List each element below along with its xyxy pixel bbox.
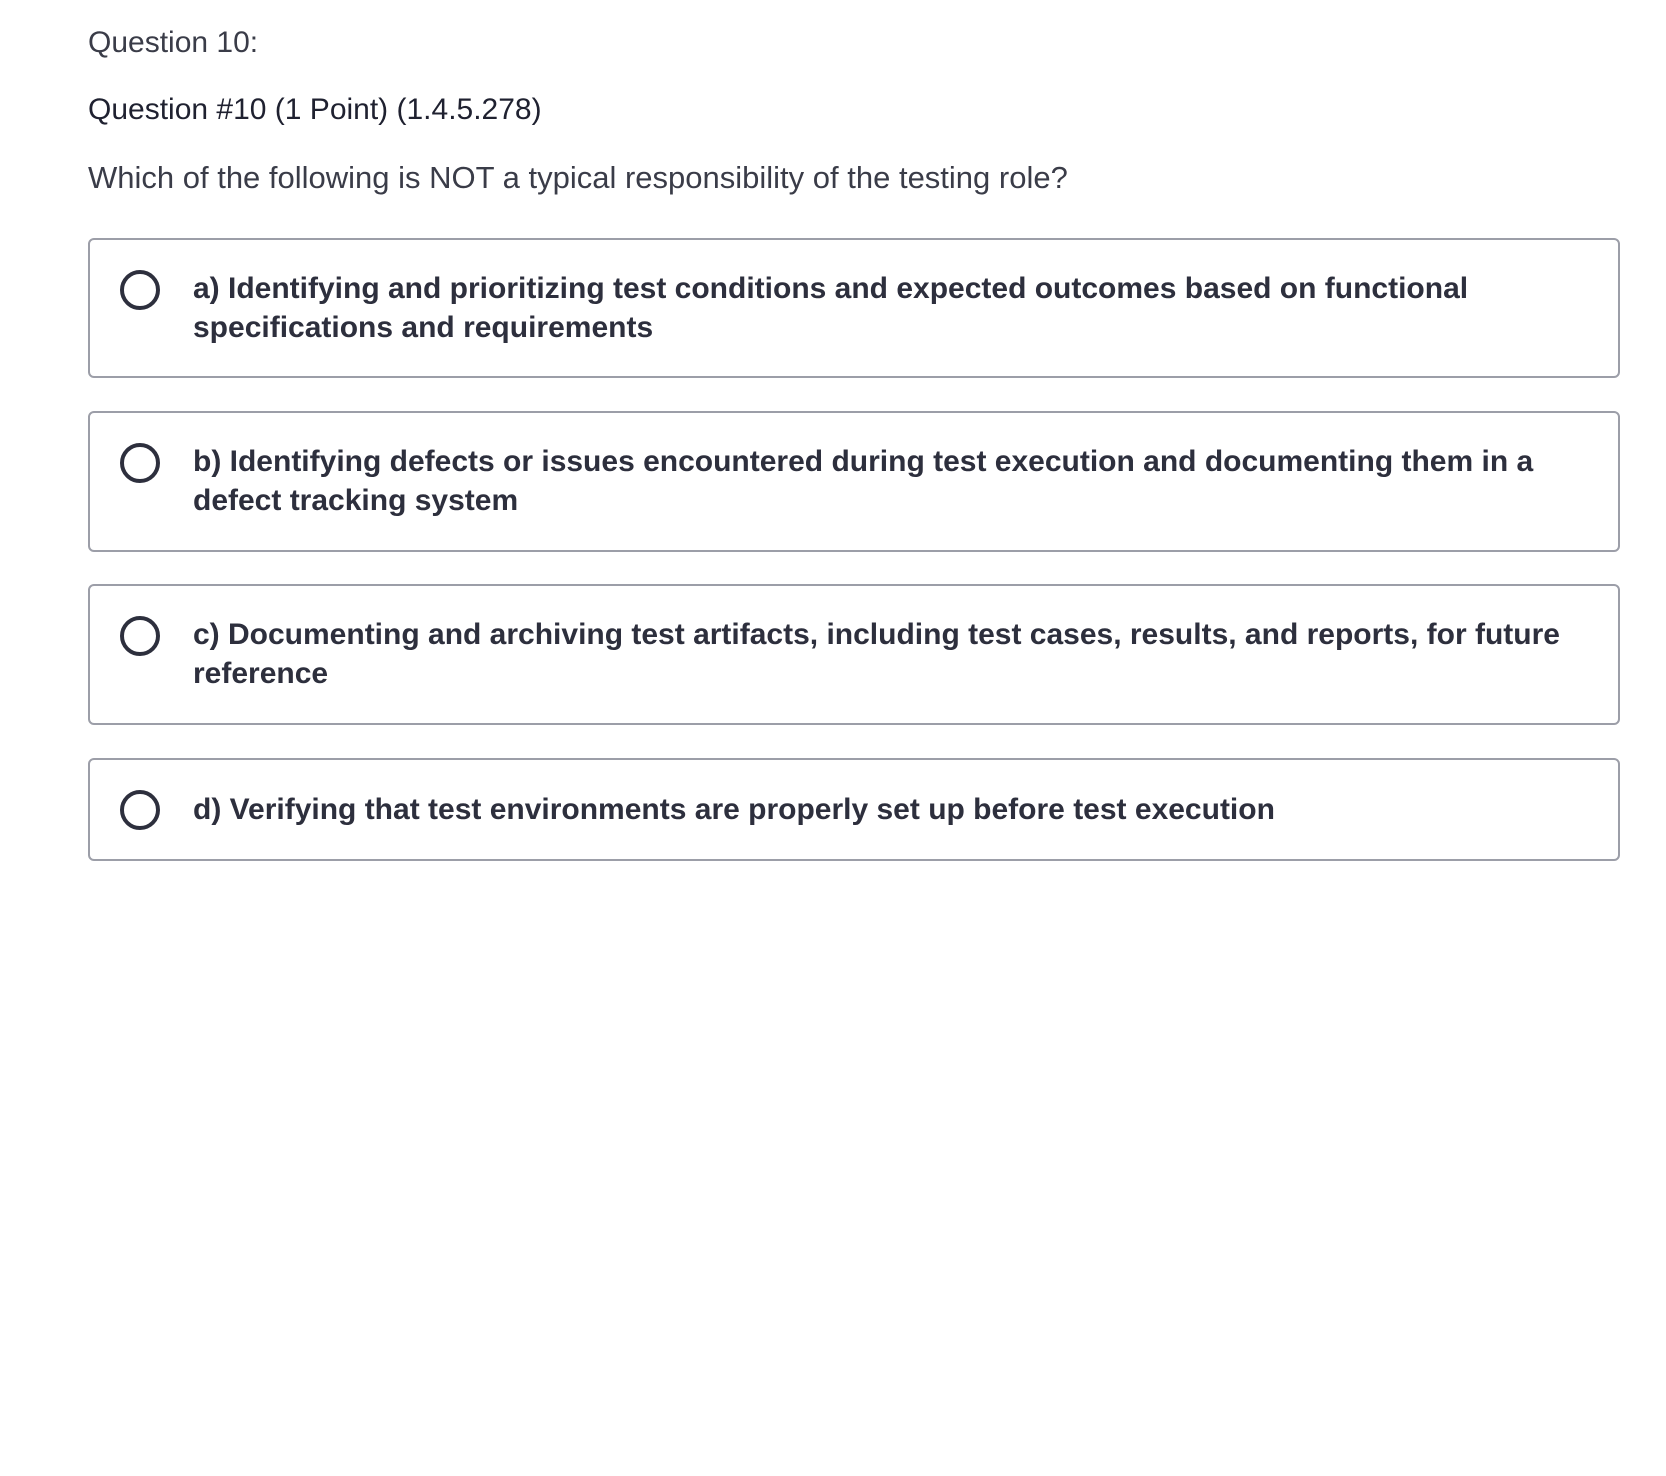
question-text: Which of the following is NOT a typical responsibility of the testing role? — [88, 160, 1068, 195]
radio-unchecked-icon[interactable] — [120, 616, 160, 656]
answer-option-label: d) Verifying that test environments are properly set up before test execution — [193, 793, 1275, 826]
answer-option-label: b) Identifying defects or issues encountered during test execution and documenting them in a defect tracking system — [193, 445, 1534, 517]
question-number: Question 10: — [88, 26, 259, 59]
answer-option-label: c) Documenting and archiving test artifacts, including test cases, results, and reports, for future reference — [193, 618, 1560, 690]
answer-option-label: a) Identifying and prioritizing test conditions and expected outcomes based on functional specifications and requirements — [193, 272, 1469, 344]
radio-unchecked-icon[interactable] — [120, 790, 160, 830]
radio-unchecked-icon[interactable] — [120, 443, 160, 483]
answer-option-b[interactable] — [88, 411, 1620, 552]
answer-option-c[interactable] — [88, 584, 1620, 725]
answer-option-d[interactable] — [88, 758, 1620, 861]
radio-unchecked-icon[interactable] — [120, 270, 160, 310]
question-heading: Question #10 (1 Point) (1.4.5.278) — [88, 93, 542, 126]
answer-option-a[interactable] — [88, 238, 1620, 378]
